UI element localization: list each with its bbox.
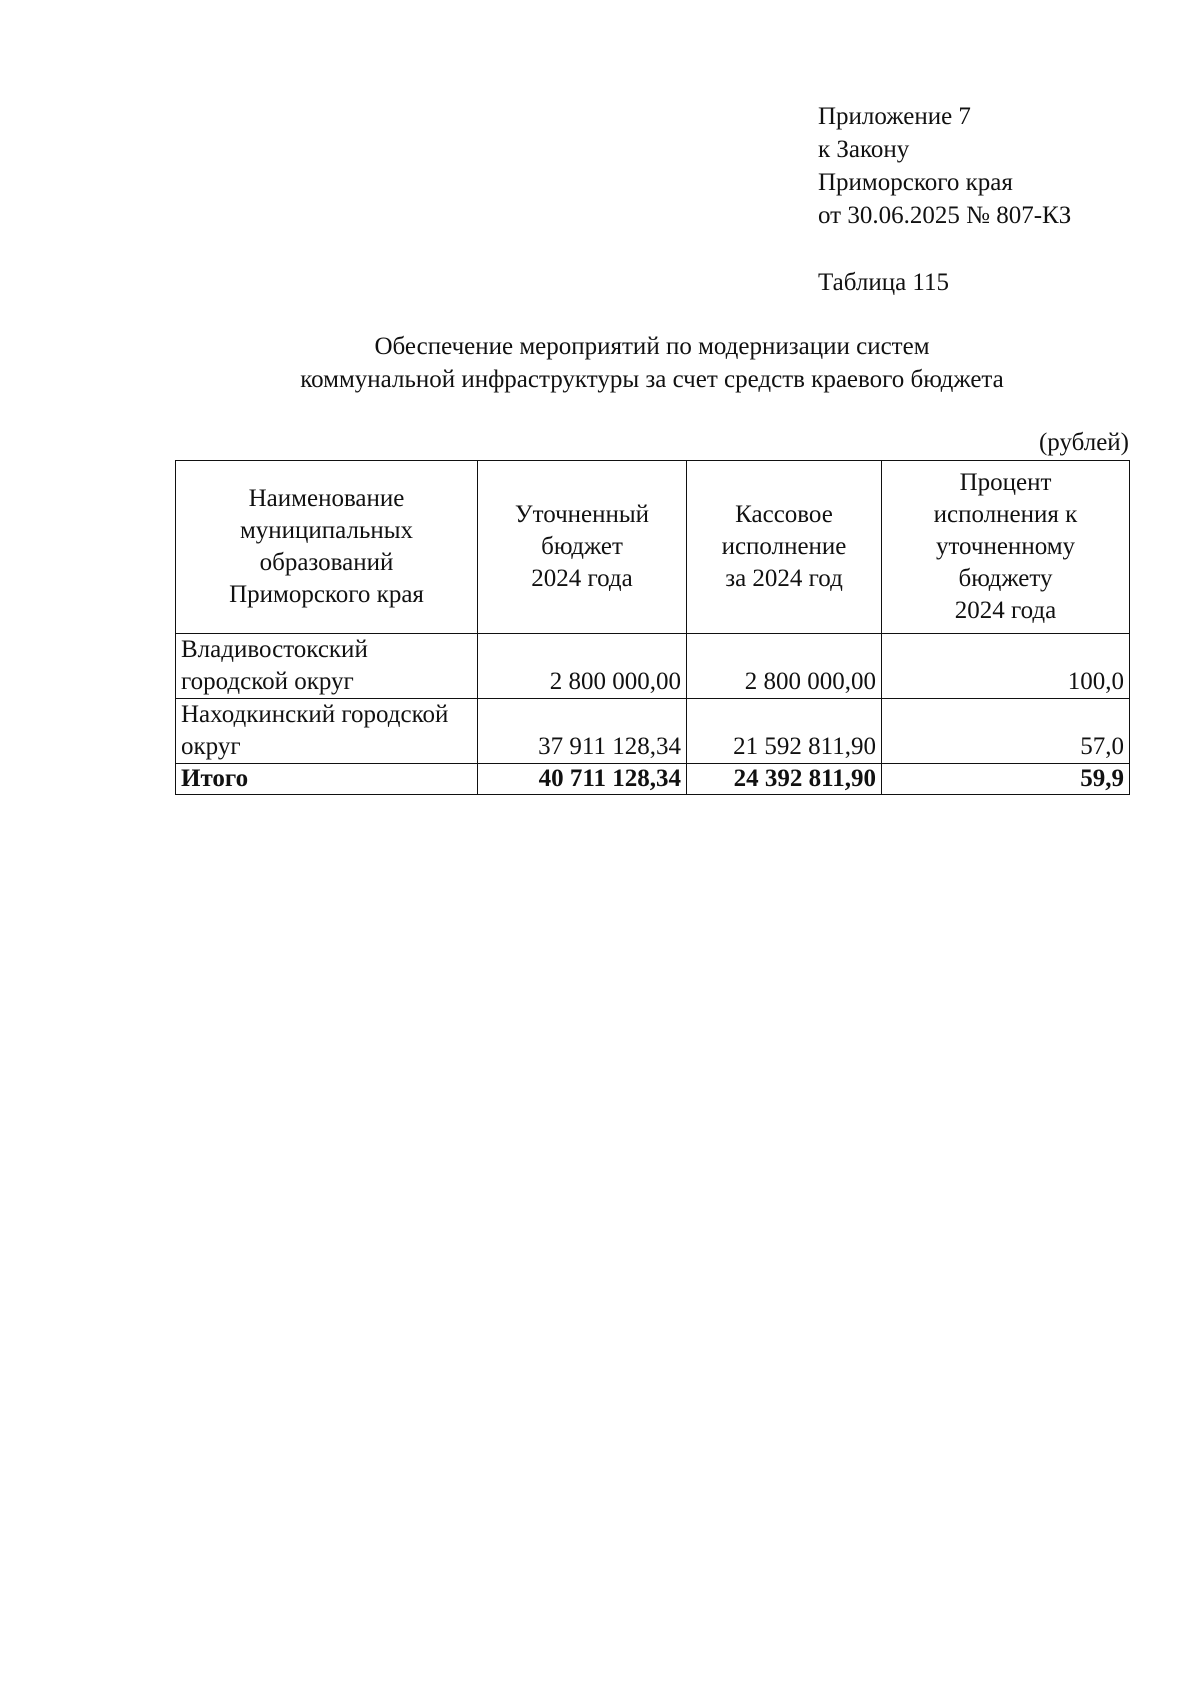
cell-refined-budget: 37 911 128,34 <box>478 699 687 764</box>
cell-municipality: Владивостокский городской округ <box>176 634 478 699</box>
budget-table <box>175 460 1130 795</box>
cell-cash-execution: 2 800 000,00 <box>687 634 882 699</box>
table-row <box>176 634 1130 699</box>
appendix-line: Приложение 7 <box>818 103 971 130</box>
cell-total-execution: 24 392 811,90 <box>687 764 882 795</box>
cell-execution-percent: 57,0 <box>882 699 1130 764</box>
header-municipality: Наименование муниципальных образований Приморского края <box>176 461 478 634</box>
cell-total-budget: 40 711 128,34 <box>478 764 687 795</box>
header-refined-budget: Уточненный бюджет 2024 года <box>478 461 687 634</box>
cell-municipality: Находкинский городской округ <box>176 699 478 764</box>
appendix-line: Приморского края <box>818 169 1013 196</box>
units-label: (рублей) <box>1038 429 1129 456</box>
header-cash-execution: Кассовое исполнение за 2024 год <box>687 461 882 634</box>
table-row <box>176 699 1130 764</box>
appendix-line: от 30.06.2025 № 807-КЗ <box>818 202 1072 229</box>
cell-execution-percent: 100,0 <box>882 634 1130 699</box>
cell-refined-budget: 2 800 000,00 <box>478 634 687 699</box>
cell-total-percent: 59,9 <box>882 764 1130 795</box>
table-number: Таблица 115 <box>818 269 949 296</box>
appendix-line: к Закону <box>818 136 910 163</box>
document-title <box>175 330 1129 396</box>
appendix-block <box>818 100 1071 232</box>
header-execution-percent: Процент исполнения к уточненному бюджету 2024 года <box>882 461 1130 634</box>
title-line: Обеспечение мероприятий по модернизации систем <box>374 333 930 360</box>
cell-cash-execution: 21 592 811,90 <box>687 699 882 764</box>
table-total-row <box>176 764 1130 795</box>
cell-total-label: Итого <box>176 764 478 795</box>
table-header-row <box>176 461 1130 634</box>
title-line: коммунальной инфраструктуры за счет средств краевого бюджета <box>300 366 1004 393</box>
